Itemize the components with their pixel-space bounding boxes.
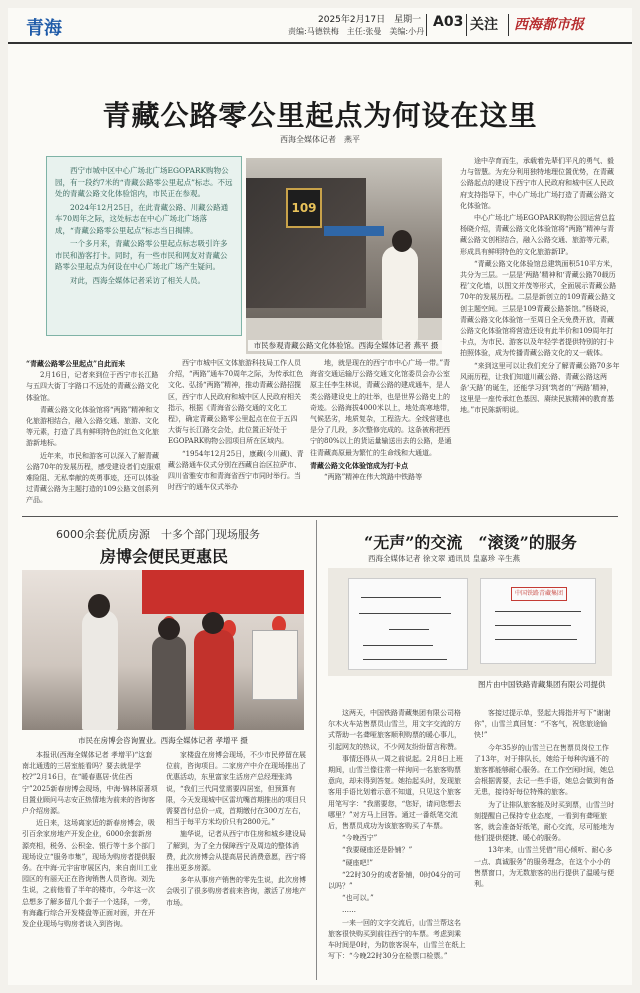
- photo-red-banner: [142, 570, 304, 614]
- page-number: A03: [433, 14, 464, 30]
- photo-visitor: [382, 246, 418, 342]
- column-divider: [316, 520, 317, 980]
- paragraph: 西宁市城中区文体旅游科技局工作人员介绍，“两路”通车70周年之际，为传承红色文化、弘扬“两路”精神，推动青藏公路招揽区，西宁市人民政府和城中区人民政府相关指示，根据《青海省公路交通的文化工程》，确定青藏公路零公里起点在位于五四大街与长江路交会处，此位置正好处于EGOPARK购物公园项目所在区域内。: [168, 359, 304, 446]
- column-name: 关注: [470, 17, 498, 33]
- paragraph: 家楼盘在房博会现场，不少市民停留在展位前，咨询项目。二家房产中介在现场推出了优惠活动，东里富家生活房产总经理张鸿说，“我们三代同堂需要四居室，但预算有限，今天发现城中区雷坑嘴首期推出的项目只需要首付总价一成，首期缴付在300万左右，相当于每平方米均价只有2800元。”: [166, 751, 306, 827]
- paragraph: 中心广场北广场EGOPARK购物公园运营总监杨晓介绍，青藏公路文化体验馆将“两路”精神与青藏公路文创相结合，融入公路交通、旅游等元素，形成具有鲜明特色的文化旅游新IP。: [460, 214, 616, 256]
- section-divider: [22, 516, 618, 517]
- paragraph: 今年35岁的山雪兰已在售票员岗位工作了13年，对于排队长，她给于每种沟通不的旅客都能够耐心服务。在工作空闲时间，她总会根据需要，去记一些手语，她总会做到有备无患，接待好每位特殊的旅客。: [474, 743, 614, 797]
- masthead: [8, 8, 632, 44]
- photo-visitor-head: [392, 230, 412, 252]
- handwritten-note: [348, 578, 468, 670]
- paragraph: 地，就是现在的西宁市中心广场一带。”青海省交通运输厅公路交通文化馆委员会办公室原主任李生林说，青藏公路的建成通车，是人类公路建设史上的壮举，也是世界公路史上的奇迹。公路海拔4000米以上，地处高寒地带，气候恶劣，地质复杂，工程浩大。全线营建也是分了几段，多次整修完成的。这条被称把西宁的80%以上的货运量输送出去的公路，是通往青藏高原最为繁忙的生命线和大通道。: [310, 359, 454, 457]
- paragraph: “来到这里可以让我们充分了解青藏公路70多年风雨历程，让我们知道川藏公路、青藏公路这两条‘天路’的诞生，还能学习到‘筑者的’‘两路’精神，这里是一座传承红色基因、赓续民族精神的教育基地。”市民陈新明说。: [460, 361, 620, 415]
- paragraph: “青藏公路文化体验馆总建筑面积510平方米，共分为三层。一层是‘两路’精神和‘青藏公路70载历程’文化墙，以图文并茂等形式，全面展示青藏公路70年的发展历程。二层是新创立的109青藏公路文创主题空间。三层是109青藏公路茶馆。”杨晓说，青藏公路文化体验馆一至周日全天免费开放，青藏公路文化体验馆将营造还设有此半价和109周年打卡点，为市民、游客以及年轻学者提供特别的打卡拍照体验，成为传播青藏公路文化的又一载体。: [460, 259, 617, 358]
- masthead-divider: [508, 14, 509, 36]
- photo-visitor-head: [158, 618, 180, 640]
- photo-salesperson-head: [202, 612, 224, 634]
- paragraph: 一来一回的文字交流后，山雪兰帮这名旅客很快购买到前往西宁的车票。考虑到乘车时间是0时，为防旅客误车，山雪兰在纸上写下：“今晚22时30分在检票口检票。”: [328, 918, 466, 961]
- intro-paragraph: 2024年12月25日，在此青藏公路、川藏公路通车70周年之际，这处标志在中心广场北广场落成，“青藏公路零公里起点”标志当日揭牌。: [55, 202, 229, 235]
- article-column: [22, 750, 158, 982]
- station-stamp: 中国铁路青藏集团: [511, 587, 567, 601]
- paragraph: ……: [342, 906, 356, 915]
- paragraph: 途中孕育而生，承载着先辈们平凡的勇气、毅力与智慧。为充分利用独特地理位置优势，在青藏公路起点的建设下西宁市人民政府和城中区人民政府支持指导下，中心广场北广场打造了青藏公路文化体验馆。: [460, 157, 614, 210]
- paragraph: 多年从事房产销售的零先生说，此次房博会吸引了很多购房者前来咨询，激活了房地产市场。: [166, 876, 306, 907]
- paragraph: 2月16日，记者来到位于西宁市长江路与五四大街丁字路口不远处的青藏公路文化体验馆。: [26, 371, 159, 402]
- subhead: 青藏公路文化体验馆成为打卡点: [310, 460, 408, 470]
- article-title: 房博会便民更惠民: [100, 547, 229, 566]
- intro-paragraph: 西宁市城中区中心广场北广场EGOPARK购物公园，有一段约7米的“青藏公路零公里起点”标志。不远处的青藏公路文化体验馆内，市民正在参观。: [55, 166, 233, 198]
- paragraph: “硬座吧!”: [342, 858, 373, 867]
- station-notepad: [480, 578, 596, 664]
- photo-visitor: [152, 636, 186, 730]
- newspaper-page: [8, 8, 632, 985]
- intro-paragraph: 一个多月来，青藏公路零公里起点标志吸引许多市民和游客打卡。同时，有一些市民和网友对青藏公路零公里起点为何设在中心广场北广场产生疑问。: [55, 239, 228, 271]
- paragraph: 这两天，中国铁路青藏集团有限公司格尔木火车站售票员山雪兰，用文字交流的方式帮助一名聋哑旅客顺利购票的暖心事儿，引起网友的热议，不少网友纷纷留言称赞。: [328, 709, 461, 751]
- paragraph: 为了让排队旅客能及时买到票，山雪兰时刻提醒自己保持专业态度，一看到有聋哑旅客，就会准备好纸笔，耐心交流，尽可能地为他们提供便捷、暖心的服务。: [474, 800, 614, 843]
- paragraph: “1954年12月25日，康藏(今川藏)、青藏公路通车仪式分别在西藏自治区拉萨市、四川省雅安市和青海省西宁市同时举行。当时西宁的通车仪式举办: [168, 449, 304, 492]
- photo-caption: 市民在房博会咨询置业。西海全媒体记者 孝增平 摄: [78, 736, 248, 745]
- paragraph: 近日来，这场离家近的新春房博会，吸引百余家房地产开发企业，6000余套新房源亮相，税务、公积金、银行等十多个部门现场设立“服务市集”，现场为购房者提供服务。在中海·元宇宙审展区内，来自南川工业园区的有丽天正在咨询销售人员咨询。刘先生说，之前他看了半年的楼市，今年这一次总想多了解多留几个套子一个选择，一旁，有海鑫行综合开发楼盘等正面对面，并在开发企业现场与购房者谈入到咨询。: [22, 819, 158, 929]
- article-column: [310, 358, 454, 508]
- paragraph: “22时30分的或者卧铺，0时04分的可以吗？”: [328, 870, 461, 891]
- article-column: [26, 358, 162, 508]
- subhead: “青藏公路零公里起点”自此而来: [26, 359, 126, 368]
- article-kicker: 6000余套优质房源 十多个部门现场服务: [56, 528, 260, 541]
- photo-caption: 市民参观青藏公路文化体验馆。西海全媒体记者 燕平 摄: [248, 340, 444, 351]
- photo-blue-sign: [324, 226, 384, 236]
- region-label: 青海: [26, 18, 62, 39]
- article-column: [166, 750, 306, 982]
- paragraph: 施华说，记者从西宁市住房和城乡建设局了解到，为了全力保障西宁及周边的整体消费，此次房博会从提高居民消费意愿，西宁将推出更多房源。: [166, 830, 306, 873]
- paragraph: 青藏公路文化体验馆将“两路”精神和文化旅游相结合，融入公路交通、旅游、文化等元素，打造了具有鲜明特色的红色文化旅游新地标。: [26, 405, 160, 448]
- photo-salesperson: [194, 630, 234, 730]
- paragraph: “两路”精神在伟大筑路中铁路等: [324, 473, 423, 482]
- photo-caption: 图片由中国铁路青藏集团有限公司提供: [478, 680, 606, 689]
- article-byline: 西海全媒体记者 徐文翠 通讯员 皇嘉珍 辛生燕: [368, 554, 521, 563]
- paragraph: “我要硬座还是卧铺？”: [342, 846, 413, 855]
- road-sign-109: 109: [286, 188, 322, 228]
- paragraph: 事情还得从一周之前说起。2月8日上班期间，山雪兰像往常一样询问一名旅客购票意向，却未得到答复。她抬起头时，发现旅客用手语比划着示意不知道，只见这个旅客用笔写字：“我需要您，“您好，请问您想去哪里？”对方马上回答。通过一番纸笔交流后，售票员成功为该旅客购买了车票。: [328, 754, 463, 831]
- photo-visitor-head: [88, 594, 110, 618]
- article-title: “无声”的交流 “滚烫”的服务: [364, 533, 577, 552]
- article-column: [474, 708, 614, 982]
- article-column: [168, 358, 304, 508]
- housing-expo-photo: [22, 570, 304, 730]
- paragraph: 本报讯(西海全媒体记者 孝增平)“这套南北通透的三居室能看吗？要去就是学校?”2月16日，在“暖春惠居·优住西宁”2025新春房博会现场，中海·锦林原著项目置业顾问马志安正热情地为前来的咨询客户介绍房源。: [22, 751, 158, 816]
- photo-visitor: [82, 610, 118, 730]
- intro-paragraph: 对此，西海全媒体记者采访了相关人员。: [70, 275, 205, 285]
- paragraph: “也可以。”: [342, 894, 374, 903]
- handwritten-notes-photo: [328, 568, 612, 676]
- photo-display-board: [252, 630, 298, 700]
- paragraph: 客接过提示单，竖起大拇指并写下“谢谢你”，山雪兰真回复：“不客气，祝您旅途愉快!”: [474, 709, 611, 740]
- newspaper-logo: 西海都市报: [514, 17, 584, 33]
- masthead-divider: [426, 14, 427, 36]
- intro-box: [46, 156, 242, 336]
- paragraph: 13年来，山雪兰凭借“用心倾听、耐心多一点、真诚服务”的服务理念，在这个小小的售票窗口，为无数旅客的出行提供了温暖与便利。: [474, 846, 614, 889]
- main-byline: 西海全媒体记者 燕平: [280, 135, 360, 144]
- issue-date: 2025年2月17日 星期一: [318, 15, 422, 25]
- article-column: [328, 708, 466, 982]
- masthead-divider: [466, 14, 467, 36]
- main-headline: 青藏公路零公里起点为何设在这里: [102, 99, 538, 132]
- paragraph: “今晚西宁”: [342, 834, 378, 843]
- exhibition-hall-photo: [246, 158, 442, 354]
- paragraph: 近年来，市民和游客可以深入了解青藏公路70年的发展历程，感受建设者们克服艰难险阻、无私奉献的英勇事迹，还可以体验过青藏公路为主题打造的109公路文创系列产品。: [26, 451, 161, 505]
- editor-credits: 责编:马德铁梅 主任:张曼 美编:小丹: [288, 27, 425, 36]
- article-column: [460, 156, 620, 508]
